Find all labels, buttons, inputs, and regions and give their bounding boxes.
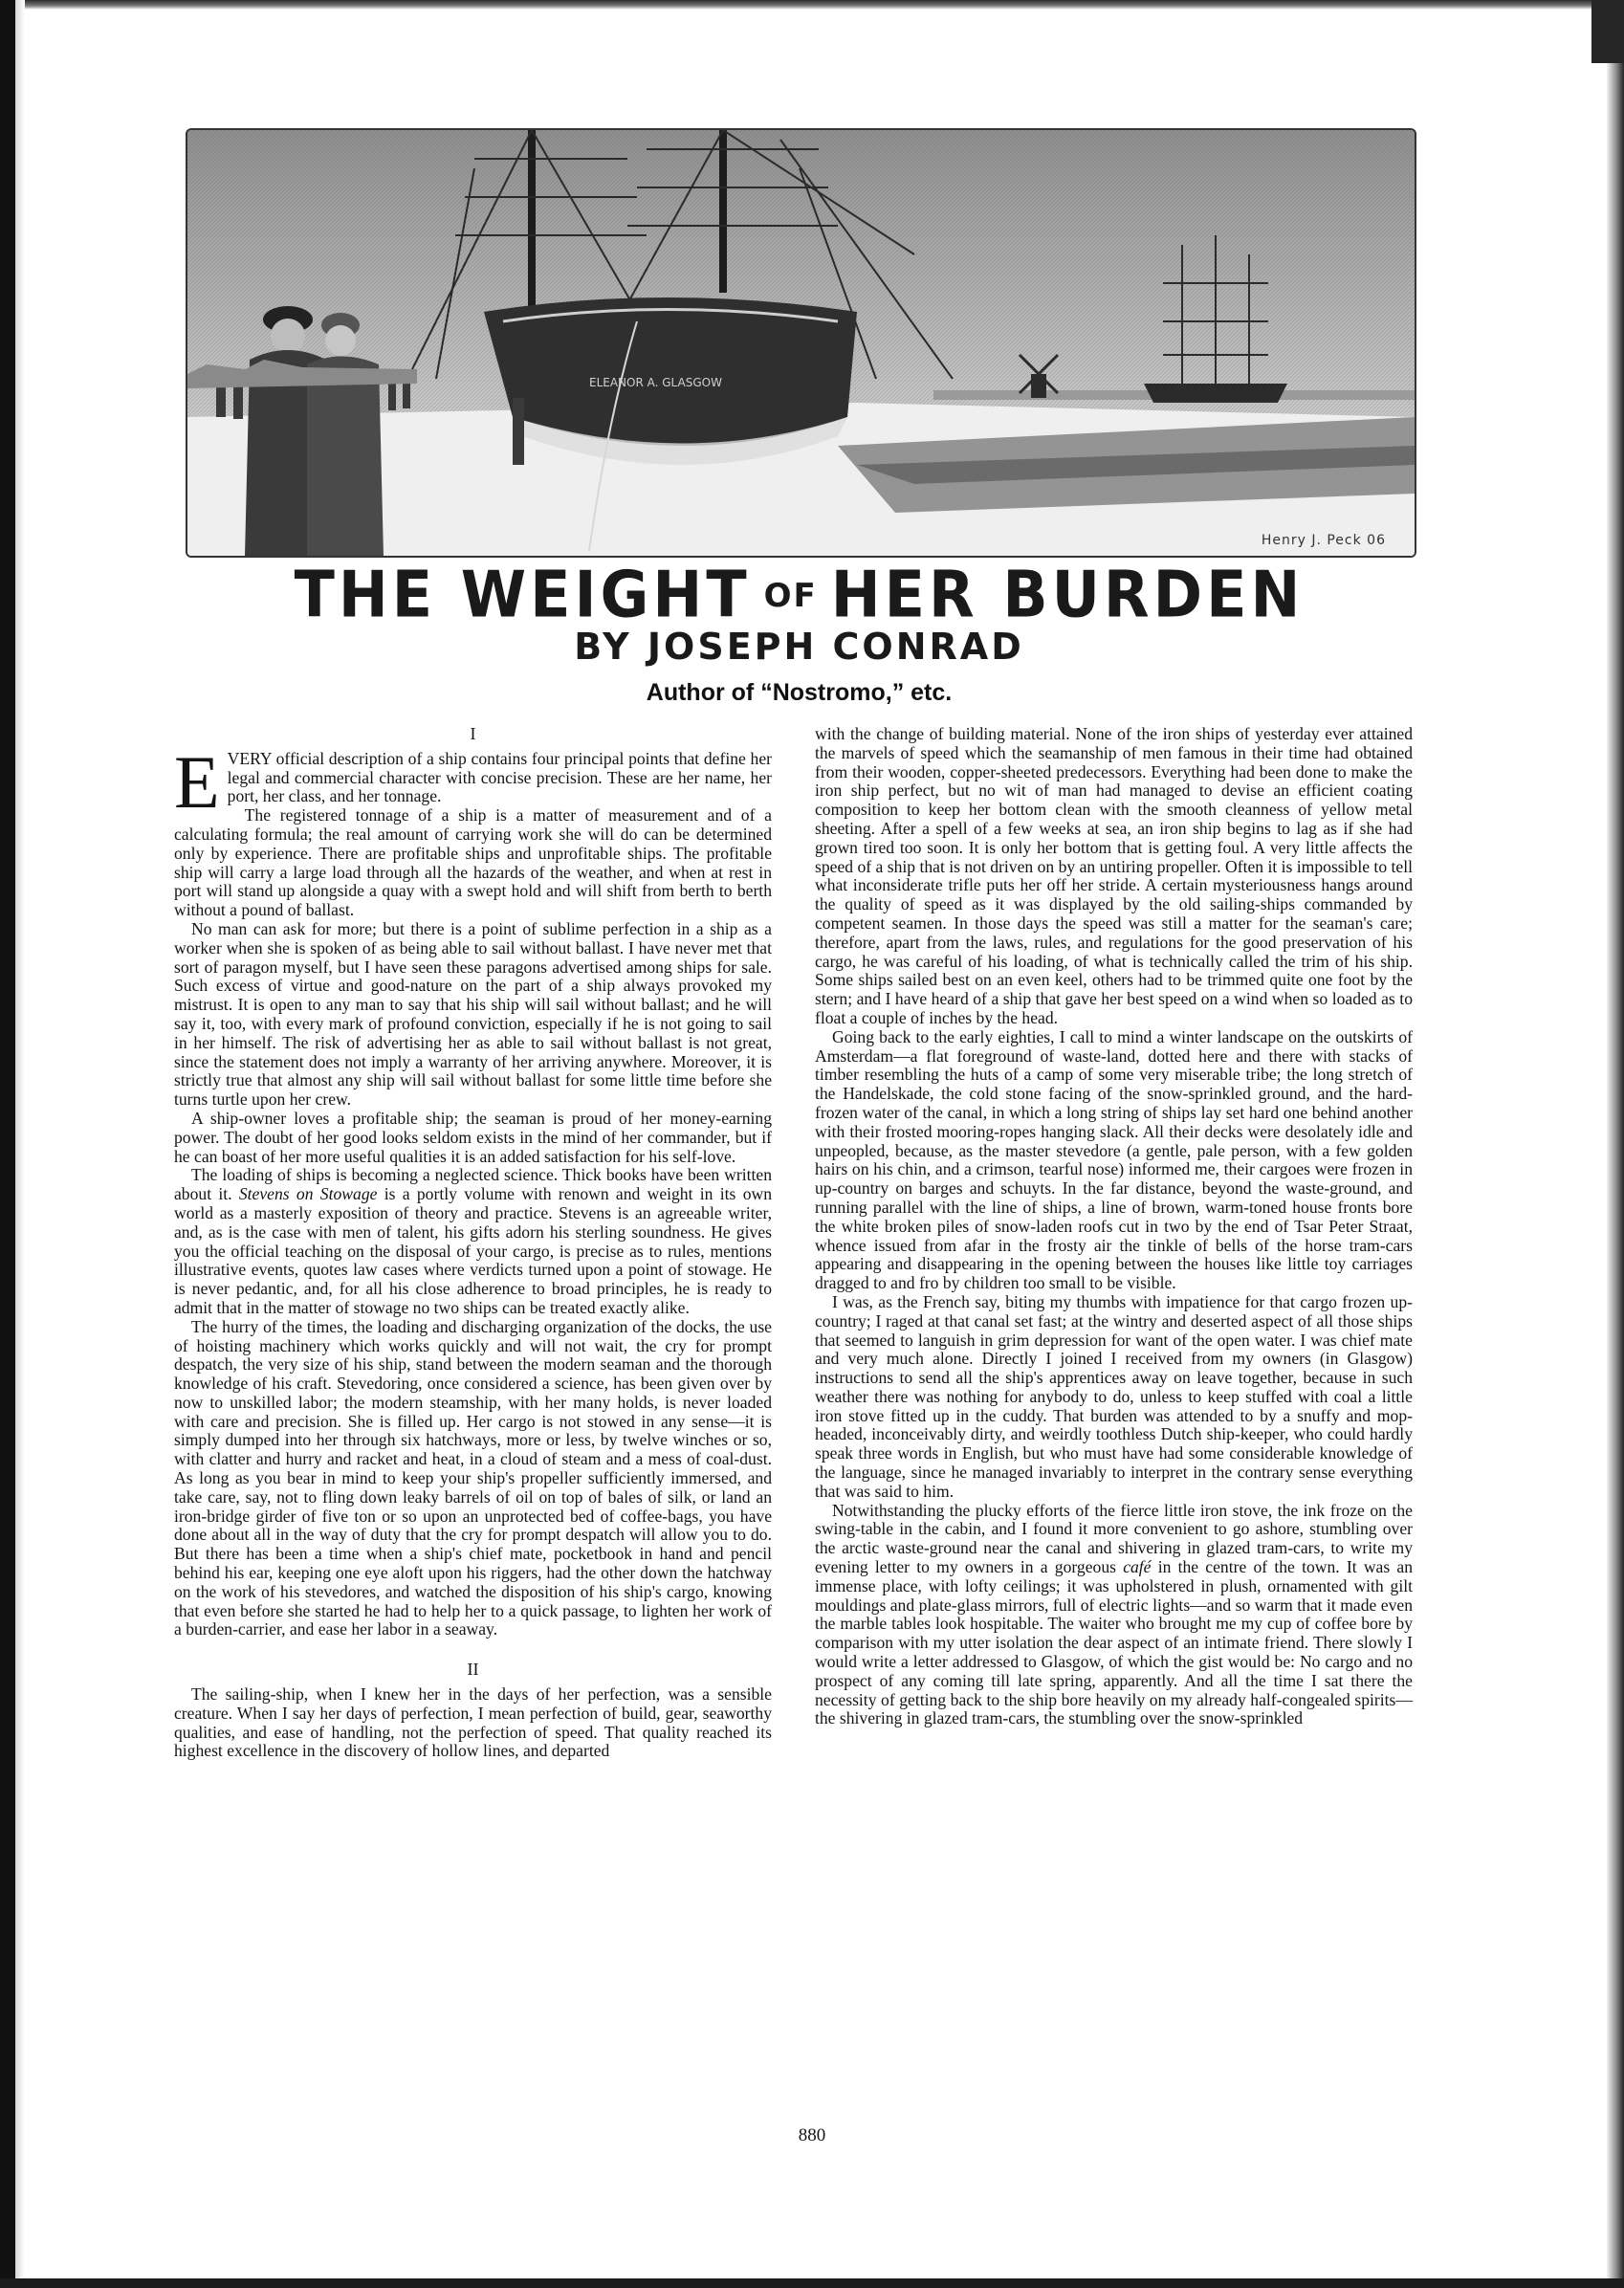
paragraph-8: Going back to the early eighties, I call to mind a winter landscape on the outskirts of Amsterdam—a flat foreground of waste-land, dotted here and there with stacks of timber resembling the huts of a camp of some very miserable tribe; the long stretch of the Handelskade, the cold stone facing of the snow-sprinkled ground, and the hard-frozen water of the canal, in which a long string of ships lay set hard one behind another with their frosted mooring-ropes hanging slack. All their decks were desolately idle and unpeopled, because, as the master stevedore (a gentle, pale person, with a few golden hairs on his chin, and a crimson, tearful nose) informed me, their cargoes were frozen in up-country on barges and schuyts. In the far distance, beyond the waste-ground, and running parallel with the line of ships, a line of brown, warm-toned house fronts bore the white broken piles of snow-laden roofs cut in two by the end of Tsar Peter Straat, whence issued from afar in the frosty air the tinkle of bells of the horse tram-cars appearing and disappearing in the opening between the houses like little toy carriages dragged to and fro by children too small to be visible. xyxy=(815,1026,1413,1293)
text-column-right xyxy=(815,725,1413,1728)
paragraph-10: Notwithstanding the plucky efforts of the fierce little iron stove, the ink froze on the swing-table in the cabin, and I found it more convenient to go ashore, stumbling over the arctic waste-ground near the canal and shivering in glazed tram-cars, to write my evening letter to my owners in a gorgeous café in the centre of the town. It was an immense place, with lofty ceilings; it was upholstered in plush, ornamented with gilt mouldings and plate-glass mirrors, full of electric lights—and so warm that it made even the marble tables look hospitable. The waiter who brought me my cup of coffee bore by comparison with my utter isolation the dear aspect of an intimate friend. There slowly I would write a letter addressed to Glasgow, of which the gist would be: No cargo and no prospect of any coming till late spring, apparently. And all the time I sat there the necessity of getting back to the ship bore heavily on my already half-congealed spirits—the shivering in glazed tram-cars, the stumbling over the snow-sprinkled xyxy=(815,1500,1413,1728)
paragraph-1-text: VERY official description of a ship contains four principal points that define her legal and commercial character with concise precision. These are her name, her port, her class, and her tonnage. xyxy=(227,748,772,806)
book-title-italic: Stevens on Stowage xyxy=(238,1184,378,1204)
paragraph-1 xyxy=(174,739,772,824)
ship-name-lettering: ELEANOR A. GLASGOW xyxy=(589,376,722,389)
page-top-edge xyxy=(0,0,1624,10)
ship-illustration xyxy=(186,128,1416,558)
paragraph-9: I was, as the French say, biting my thumbs with impatience for that cargo frozen up-country; I raged at that canal set fast; at the wintry and deserted aspect of all those ships that seemed to languish in grim depression for want of the open water. I was chief mate and very much alone. Directly I joined I received from my owners (in Glasgow) instructions to send all the ship's apprentices away on leave together, because in such weather there was nothing for anybody to do, unless to keep stuffed with coal a little iron stove fitted up in the cuddy. That burden was attended to by a snuffy and mop-headed, inconceivably dirty, and weirdly toothless Dutch ship-keeper, who could hardly speak three words in English, but who must have had some considerable knowledge of the language, since he managed invariably to interpret in the contrary sense everything that was said to him. xyxy=(815,1291,1413,1501)
page-left-edge xyxy=(0,0,25,2288)
section-gap xyxy=(174,1639,772,1661)
artist-signature: Henry J. Peck 06 xyxy=(1261,533,1386,548)
section-numeral-2: II xyxy=(467,1660,479,1680)
page-bottom-edge xyxy=(0,2278,1624,2288)
section-numeral-1: I xyxy=(470,724,476,743)
paragraph-5: The loading of ships is becoming a neglected science. Thick books have been written about it. Stevens on Stowage is a portly volume with renown and weight in its own world as a masterly exposition of theory and practice. Stevens is an agreeable writer, and, as is the case with men of talent, his gifts adorn his sterling soundness. He gives you the official teaching on the disposal of your cargo, is precise as to rules, mentions illustrative events, quotes law cases where verdicts turned upon a point of stowage. He is never pedantic, and, for all his close adherence to broad principles, he is ready to admit that in the matter of stowage no two ships can be treated exactly alike. xyxy=(174,1165,772,1317)
page-right-edge xyxy=(1607,0,1624,2288)
author-byline: BY JOSEPH CONRAD xyxy=(574,626,1024,668)
title-connector: OF xyxy=(763,577,818,616)
text-column-left xyxy=(174,725,772,1761)
paragraph-7-continued: with the change of building material. None of the iron ships of yesterday ever attained the marvels of speed which the seamanship of men famous in their time had obtained from their wooden, copper-sheeted predecessors. Everything had been done to make the iron ship perfect, but no wit of man had managed to devise an efficient coating composition to keep her bottom clean with the smooth cleanness of yellow metal sheeting. After a spell of a few weeks at sea, an iron ship begins to lag as if she had grown tired too soon. It is only her bottom that is getting foul. A very little affects the speed of a ship that is not driven on by an untiring propeller. Often it is impossible to tell what inconsiderate trifle puts her off her stride. A certain mysteriousness hangs around the quality of speed as it was displayed by the old sailing-ships commanded by competent seamen. In those days the speed was still a matter for the seaman's care; therefore, apart from the laws, rules, and regulations for the good preservation of his cargo, he was careful of his loading, of what is technically called the trim of his ship. Some ships sailed best on an even keel, others had to be trimmed quite one foot by the stern; and I have heard of a ship that gave her best speed on a wind when so loaded as to float a couple of inches by the head. xyxy=(815,724,1413,1027)
frozen-harbor-drawing xyxy=(187,130,1415,556)
italic-word: café xyxy=(1123,1557,1152,1577)
paragraph-4: A ship-owner loves a profitable ship; the seaman is proud of her money-earning power. The doubt of her good looks seldom exists in the mind of her commander, but if he can boast of her more useful qualities it is an added satisfaction for his self-love. xyxy=(174,1108,772,1166)
author-credit: Author of “Nostromo,” etc. xyxy=(646,679,953,706)
title-part-1: THE WEIGHT xyxy=(294,557,751,632)
paragraph-2: The registered tonnage of a ship is a matter of measurement and of a calculating formula; the real amount of carrying work she will do can be determined only by experience. There are profitable ships and unprofitable ships. The profitable ship will carry a large load through all the hazards of the weather, and when at rest in port will stand up alongside a quay with a swept hold and will shift from berth to berth without a pound of ballast. xyxy=(174,805,772,920)
paragraph-7: The sailing-ship, when I knew her in the days of her perfection, was a sensible creature. When I say her days of perfection, I mean perfection of build, gear, seaworthy qualities, and ease of handling, not the perfection of speed. That quality reached its highest excellence in the discovery of hollow lines, and departed xyxy=(174,1684,772,1761)
page-corner-shadow xyxy=(1591,0,1624,63)
title-part-2: HER BURDEN xyxy=(830,557,1305,632)
article-title xyxy=(186,557,1413,632)
paragraph-6: The hurry of the times, the loading and discharging organization of the docks, the use of hoisting machinery which works quickly and will not wait, the cry for prompt despatch, the very size of his ship, stand between the modern seaman and the thorough knowledge of his craft. Stevedoring, once considered a science, has been given over by now to unskilled labor; the modern steamship, with her many holds, is never loaded with care and precision. She is filled up. Her cargo is not stowed in any sense—it is simply dumped into her through six hatchways, more or less, by twelve winches or so, with clatter and hurry and racket and heat, in a cloud of steam and a mess of coal-dust. As long as you bear in mind to keep your ship's propeller sufficiently immersed, and take care, say, not to fling down leaky barrels of oil on top of bales of silk, or land an iron-bridge girder of five ton or so upon an unprotected bed of coffee-bags, you have done about all in the way of duty that the cry for prompt despatch will allow you to do. But there has been a time when a ship's chief mate, pocketbook in hand and pencil behind his ear, keeping one eye aloft upon his riggers, had the other down the hatchway on the work of his stevedores, and watched the disposition of his ship's cargo, knowing that even before she started he had to help her to a quick passage, to lighten her work of a burden-carrier, and ease her labor in a seaway. xyxy=(174,1316,772,1639)
page-number: 880 xyxy=(798,2125,826,2145)
drop-cap: E xyxy=(174,739,220,824)
paragraph-3: No man can ask for more; but there is a point of sublime perfection in a ship as a worker when she is spoken of as being able to sail without ballast. I have never met that sort of paragon myself, but I have seen these paragons advertised among ships for sale. Such excess of virtue and good-nature on the part of a ship always provoked my mistrust. It is open to any man to say that his ship will sail without ballast; and he will say it, too, with every mark of profound conviction, especially if he is not going to sail in her himself. The risk of advertising her as able to sail without ballast is not great, since the statement does not imply a warranty of her arriving anywhere. Moreover, it is strictly true that almost any ship will sail without ballast for some little time before she turns turtle upon her crew. xyxy=(174,918,772,1110)
